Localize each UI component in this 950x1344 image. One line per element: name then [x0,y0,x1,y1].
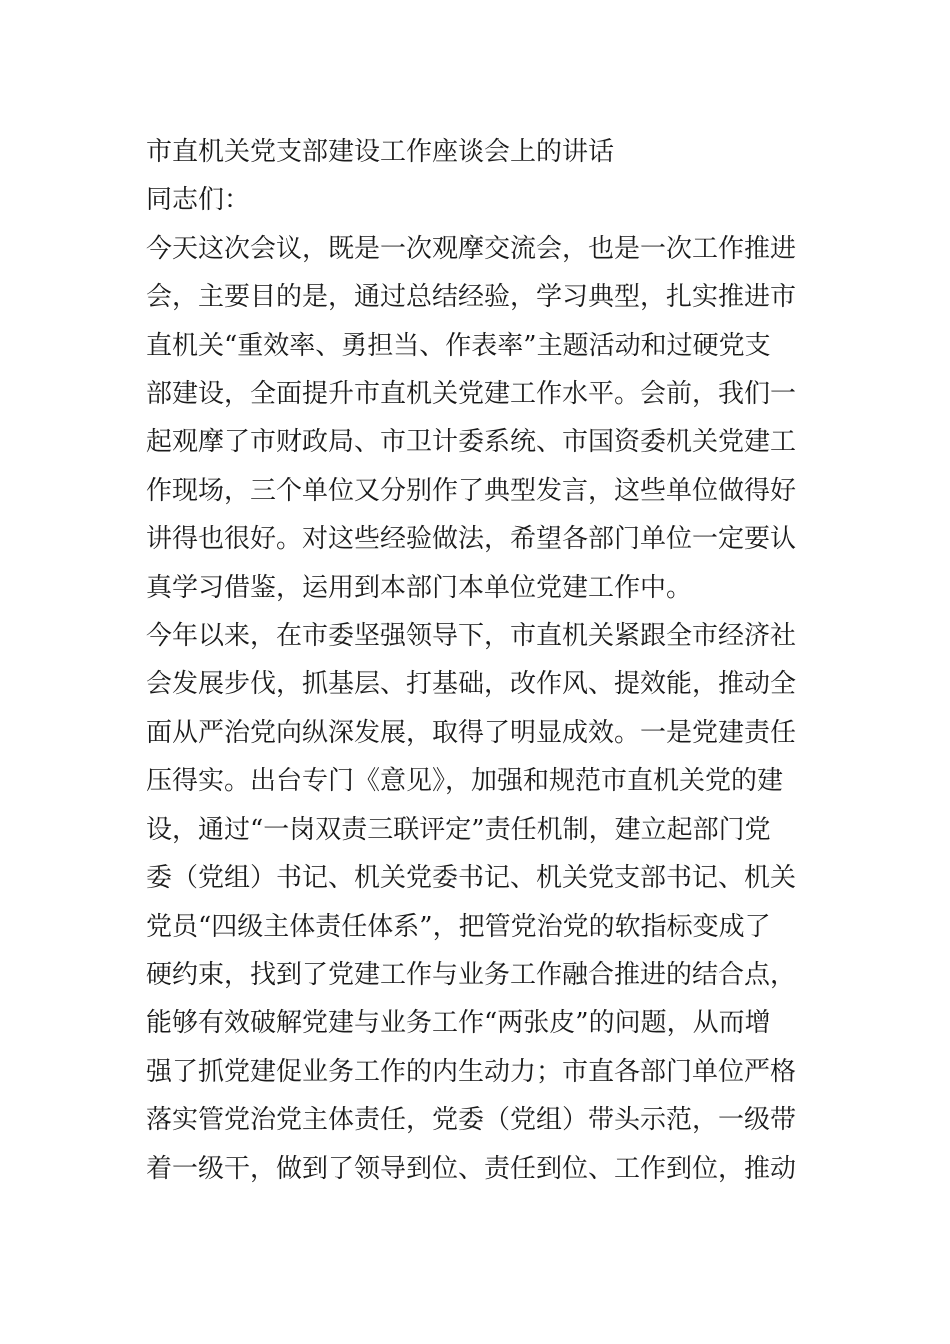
salutation: 同志们： [146,185,251,216]
document-title: 市直机关党支部建设工作座谈会上的讲话 [146,137,615,167]
paragraph-2: 今年以来，在市委坚强领导下，市直机关紧跟全市经济社 会发展步伐，抓基层、打基础，改作风、提效能，推动全 面从严治党向纵深发展，取得了明显成效。一是党建责任 压得实。出台专门《意见》，加强和规范市直机关党的建 设，通过“一岗双责三联评定”责任机制，建立起部门党 委（党组）书记、机关党委书记、机关党支部书记、机关 党员“四级主体责任体系”，把管党治党的软指标变成了 硬约束，找到了党建工作与业务工作融合推进的结合点， 能够有效破解党建与业务工作“两张皮”的问题，从而增 强了抓党建促业务工作的内生动力；市直各部门单位严格 落实管党治党主体责任，党委（党组）带头示范，一级带 着一级干，做到了领导到位、责任到位、工作到位，推动 [146,621,797,1184]
paragraph-1: 今天这次会议，既是一次观摩交流会，也是一次工作推进 会，主要目的是，通过总结经验，学习典型，扎实推进市 直机关“重效率、勇担当、作表率”主题活动和过硬党支 部建设，全面提升市直机关党建工作水平。会前，我们一 起观摩了市财政局、市卫计委系统、市国资委机关党建工 作现场，三个单位又分别作了典型发言，这些单位做得好 讲得也很好。对这些经验做法，希望各部门单位一定要认 真学习借鉴，运用到本部门本单位党建工作中。 [146,233,797,603]
document-body [146,128,810,1193]
